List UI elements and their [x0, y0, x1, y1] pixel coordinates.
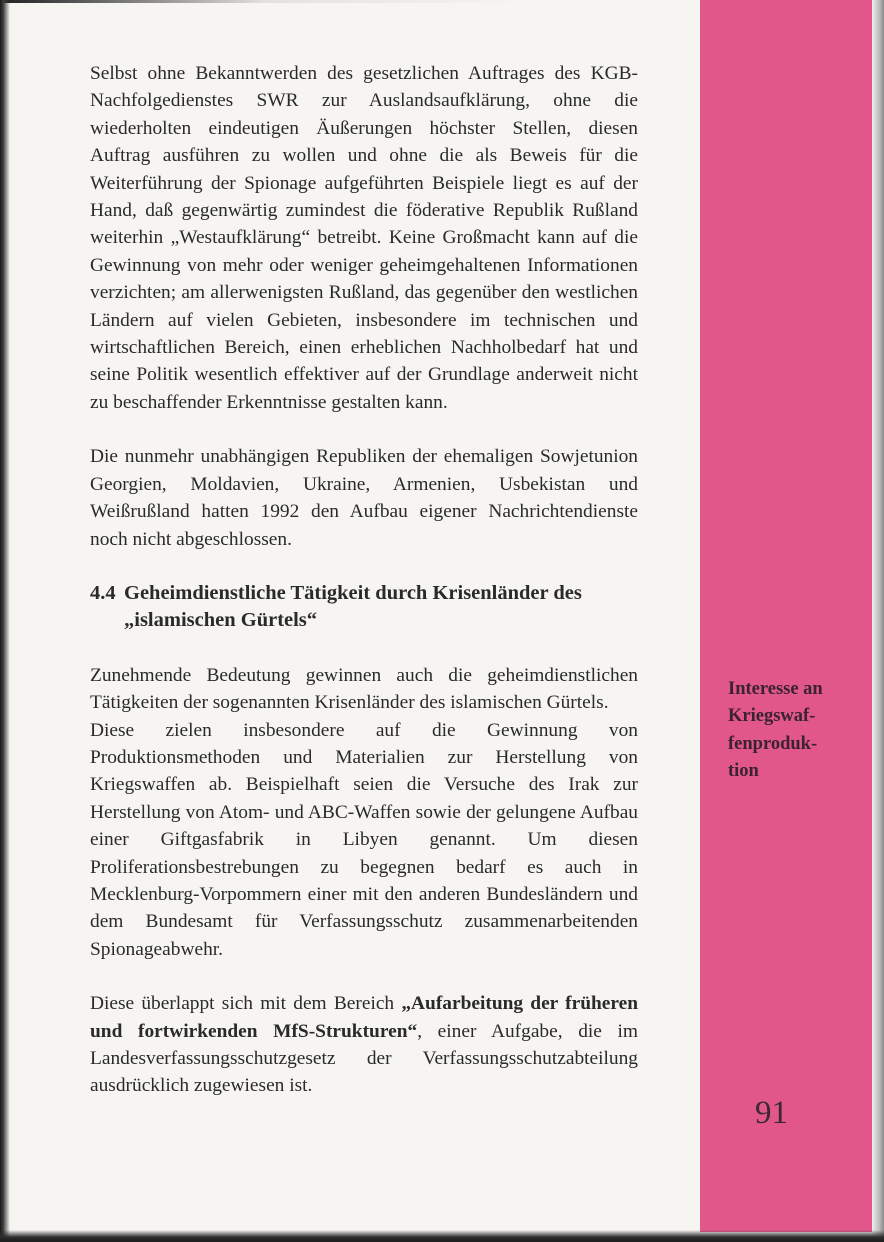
margin-note-line: Interesse an — [728, 679, 823, 699]
page-edge-right — [872, 0, 884, 1242]
paragraph-5-text-end: , einer Aufgabe, die im Landesverfassungsschutzgesetz der Verfassungsschutzabteilung ausdrücklich zugewiesen ist. — [90, 1020, 638, 1097]
margin-note-line: Kriegswaf- — [728, 706, 816, 727]
paragraph-gap — [90, 963, 638, 990]
paragraph-5 — [90, 990, 638, 1100]
margin-note-line: fenproduk- — [728, 733, 818, 754]
page-edge-bottom — [0, 1230, 884, 1242]
margin-note-line: tion — [728, 761, 759, 782]
paragraph-gap — [90, 553, 638, 580]
paragraph-5-text-start: Diese überlappt sich mit dem Bereich — [90, 993, 402, 1015]
paragraph-2: Die nunmehr unabhängigen Republiken der ehemaligen Sowjetunion Georgien, Moldavien, Ukraine, Armenien, Usbekistan und Weißrußland hatten 1992 den Aufbau eigener Nachrichtendienste noch nicht abgeschlossen. — [90, 446, 638, 550]
main-text-column — [90, 60, 638, 1100]
paragraph-4: Diese zielen insbesondere auf die Gewinnung von Produktionsmethoden und Materialien zur Herstellung von Kriegswaffen ab. Beispielhaft seien die Versuche des Irak zur Herstellung von Atom- und ABC-Waffen sowie der gelungene Aufbau einer Giftgasfabrik in Libyen genannt. Um diesen Proliferationsbestrebungen zu begegnen bedarf es auch in Mecklenburg-Vorpommern einer mit den anderen Bundesländern und dem Bundesamt für Verfassungsschutz zusammenarbeitenden Spionageabwehr. — [90, 719, 638, 960]
paragraph-5-emphasis: „Aufarbeitung der früheren und fortwirkenden MfS-Strukturen“ — [90, 993, 639, 1042]
section-heading — [90, 580, 638, 635]
section-number: 4.4 — [90, 581, 116, 604]
paragraph-gap — [90, 635, 638, 662]
page-edge-left — [0, 0, 10, 1242]
paragraph-1: Selbst ohne Bekanntwerden des gesetzlichen Auftrages des KGB-Nachfolgedienstes SWR zur Auslandsaufklärung, ohne die wiederholten eindeutigen Äußerungen höchster Stellen, diesen Auftrag ausführen zu wollen und ohne die als Beweis für die Weiterführung der Spionage aufgeführten Beispiele liegt es auf der Hand, daß gegenwärtig zumindest die föderative Republik Rußland weiterhin „Westaufklärung“ betreibt. Keine Großmacht kann auf die Gewinnung von mehr oder weniger geheimgehaltenen Informationen verzichten; am allerwenigsten Rußland, das gegenüber den westlichen Ländern auf vielen Gebieten, insbesondere im technischen und wirtschaftlichen Bereich, einen erheblichen Nachholbedarf hat und seine Politik wesentlich effektiver auf der Grundlage anderweit nicht zu beschaffender Erkenntnisse gestalten kann. — [90, 63, 638, 413]
margin-color-band — [700, 0, 872, 1232]
paragraph-gap — [90, 416, 638, 443]
section-title: Geheimdienstliche Tätigkeit durch Krisenländer des „islamischen Gürtels“ — [124, 581, 582, 632]
page-number: 91 — [755, 1095, 788, 1131]
margin-note — [728, 676, 858, 786]
paragraph-3: Zunehmende Bedeutung gewinnen auch die geheimdienstlichen Tätigkeiten der sogenannten Krisenländer des islamischen Gürtels. — [90, 664, 638, 714]
